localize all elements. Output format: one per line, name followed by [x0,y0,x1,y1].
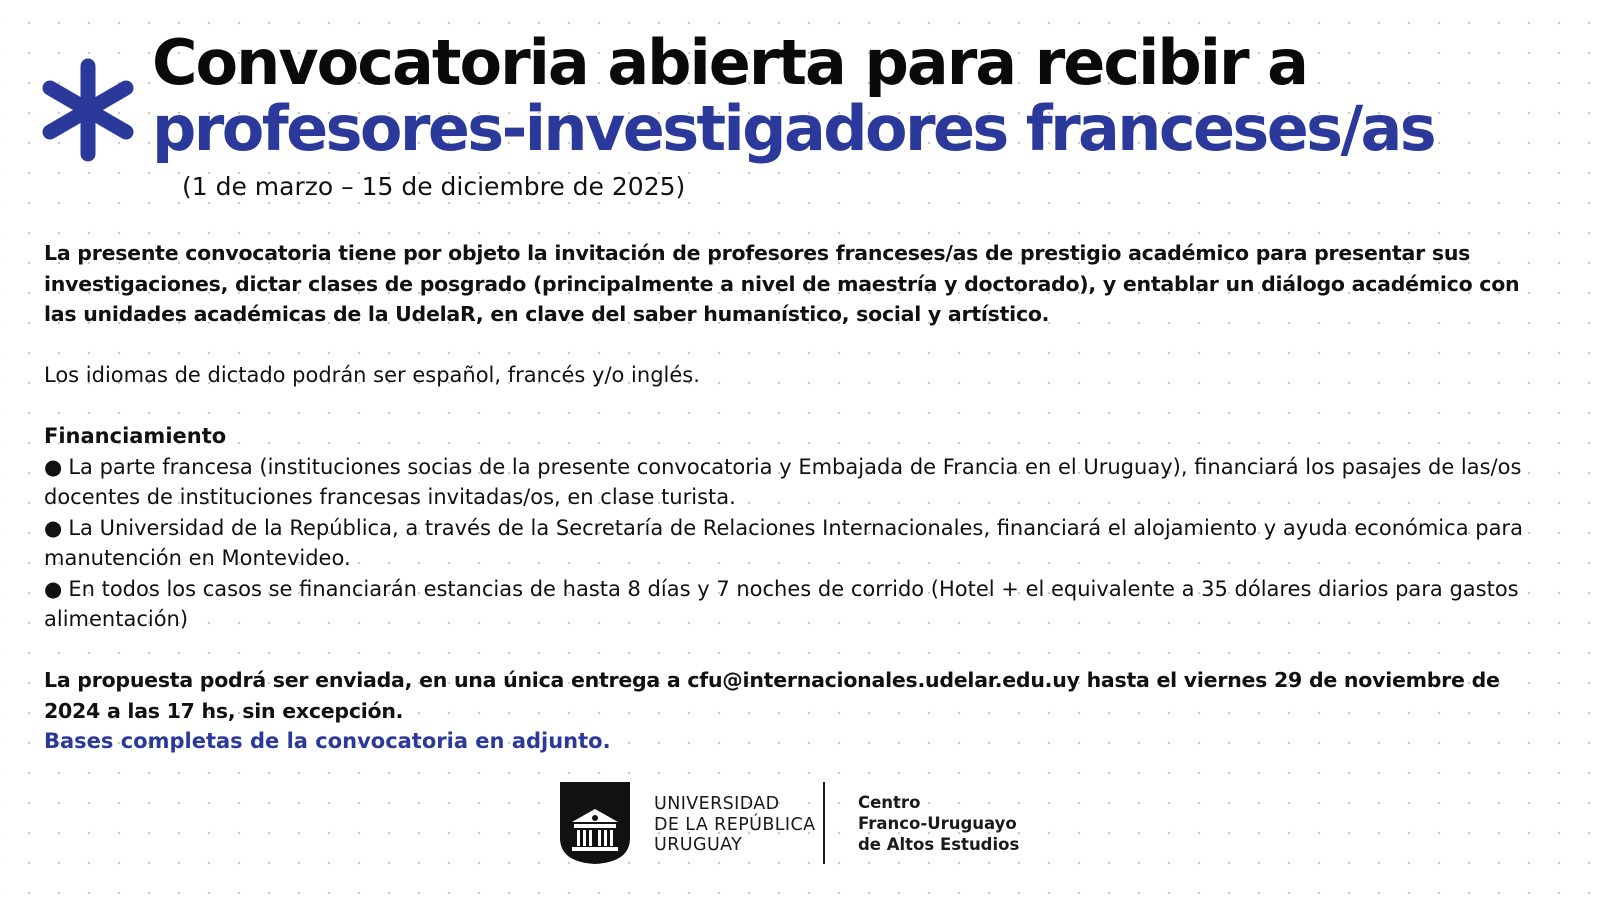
bullet-icon: ● [44,515,63,540]
bullet-icon: ● [44,454,63,479]
date-range: (1 de marzo – 15 de diciembre de 2025) [182,172,686,201]
intro-paragraph: La presente convocatoria tiene por objeto la invitación de profesores franceses/as de prestigio académico para presentar sus investigaciones, dictar clases de posgrado (principalmente a nivel de maestría y doctorado), y entablar un diálogo académico con las unidades académicas de la UdelaR, en clave del saber humanístico, social y artístico. [44,241,1520,326]
financing-item: ● La parte francesa (instituciones socias de la presente convocatoria y Embajada de Francia en el Uruguay), financiará los pasajes de las/os docentes de instituciones francesas invitadas/os, en clase turista. [44,454,1522,509]
asterisk-icon [40,58,136,162]
university-seal-icon [560,782,630,864]
centro-name: Centro Franco-Uruguayo de Altos Estudios [858,793,1020,854]
bullet-icon: ● [44,576,63,601]
financing-item: ● La Universidad de la República, a través de la Secretaría de Relaciones Internacionales, financiará el alojamiento y ayuda económica para manutención en Montevideo. [44,515,1523,570]
title-line-1: Convocatoria abierta para recibir a [152,26,1307,99]
udelar-name: UNIVERSIDAD DE LA REPÚBLICA URUGUAY [654,794,816,855]
footer-divider [823,782,825,864]
submission-paragraph: La propuesta podrá ser enviada, en una única entrega a cfu@internacionales.udelar.edu.uy hasta el viernes 29 de noviembre de 2024 a las 17 hs, sin excepción. [44,668,1500,723]
main-content [44,238,1544,757]
financing-item: ● En todos los casos se financiarán estancias de hasta 8 días y 7 noches de corrido (Hotel + el equivalente a 35 dólares diarios para gastos alimentación) [44,576,1519,631]
title-line-2: profesores-investigadores franceses/as [152,92,1435,165]
footer-logos [560,782,1040,866]
page-title [152,26,1435,165]
financing-heading: Financiamiento [44,424,227,448]
languages-paragraph: Los idiomas de dictado podrán ser español, francés y/o inglés. [44,363,700,387]
bases-link[interactable]: Bases completas de la convocatoria en adjunto. [44,729,611,753]
